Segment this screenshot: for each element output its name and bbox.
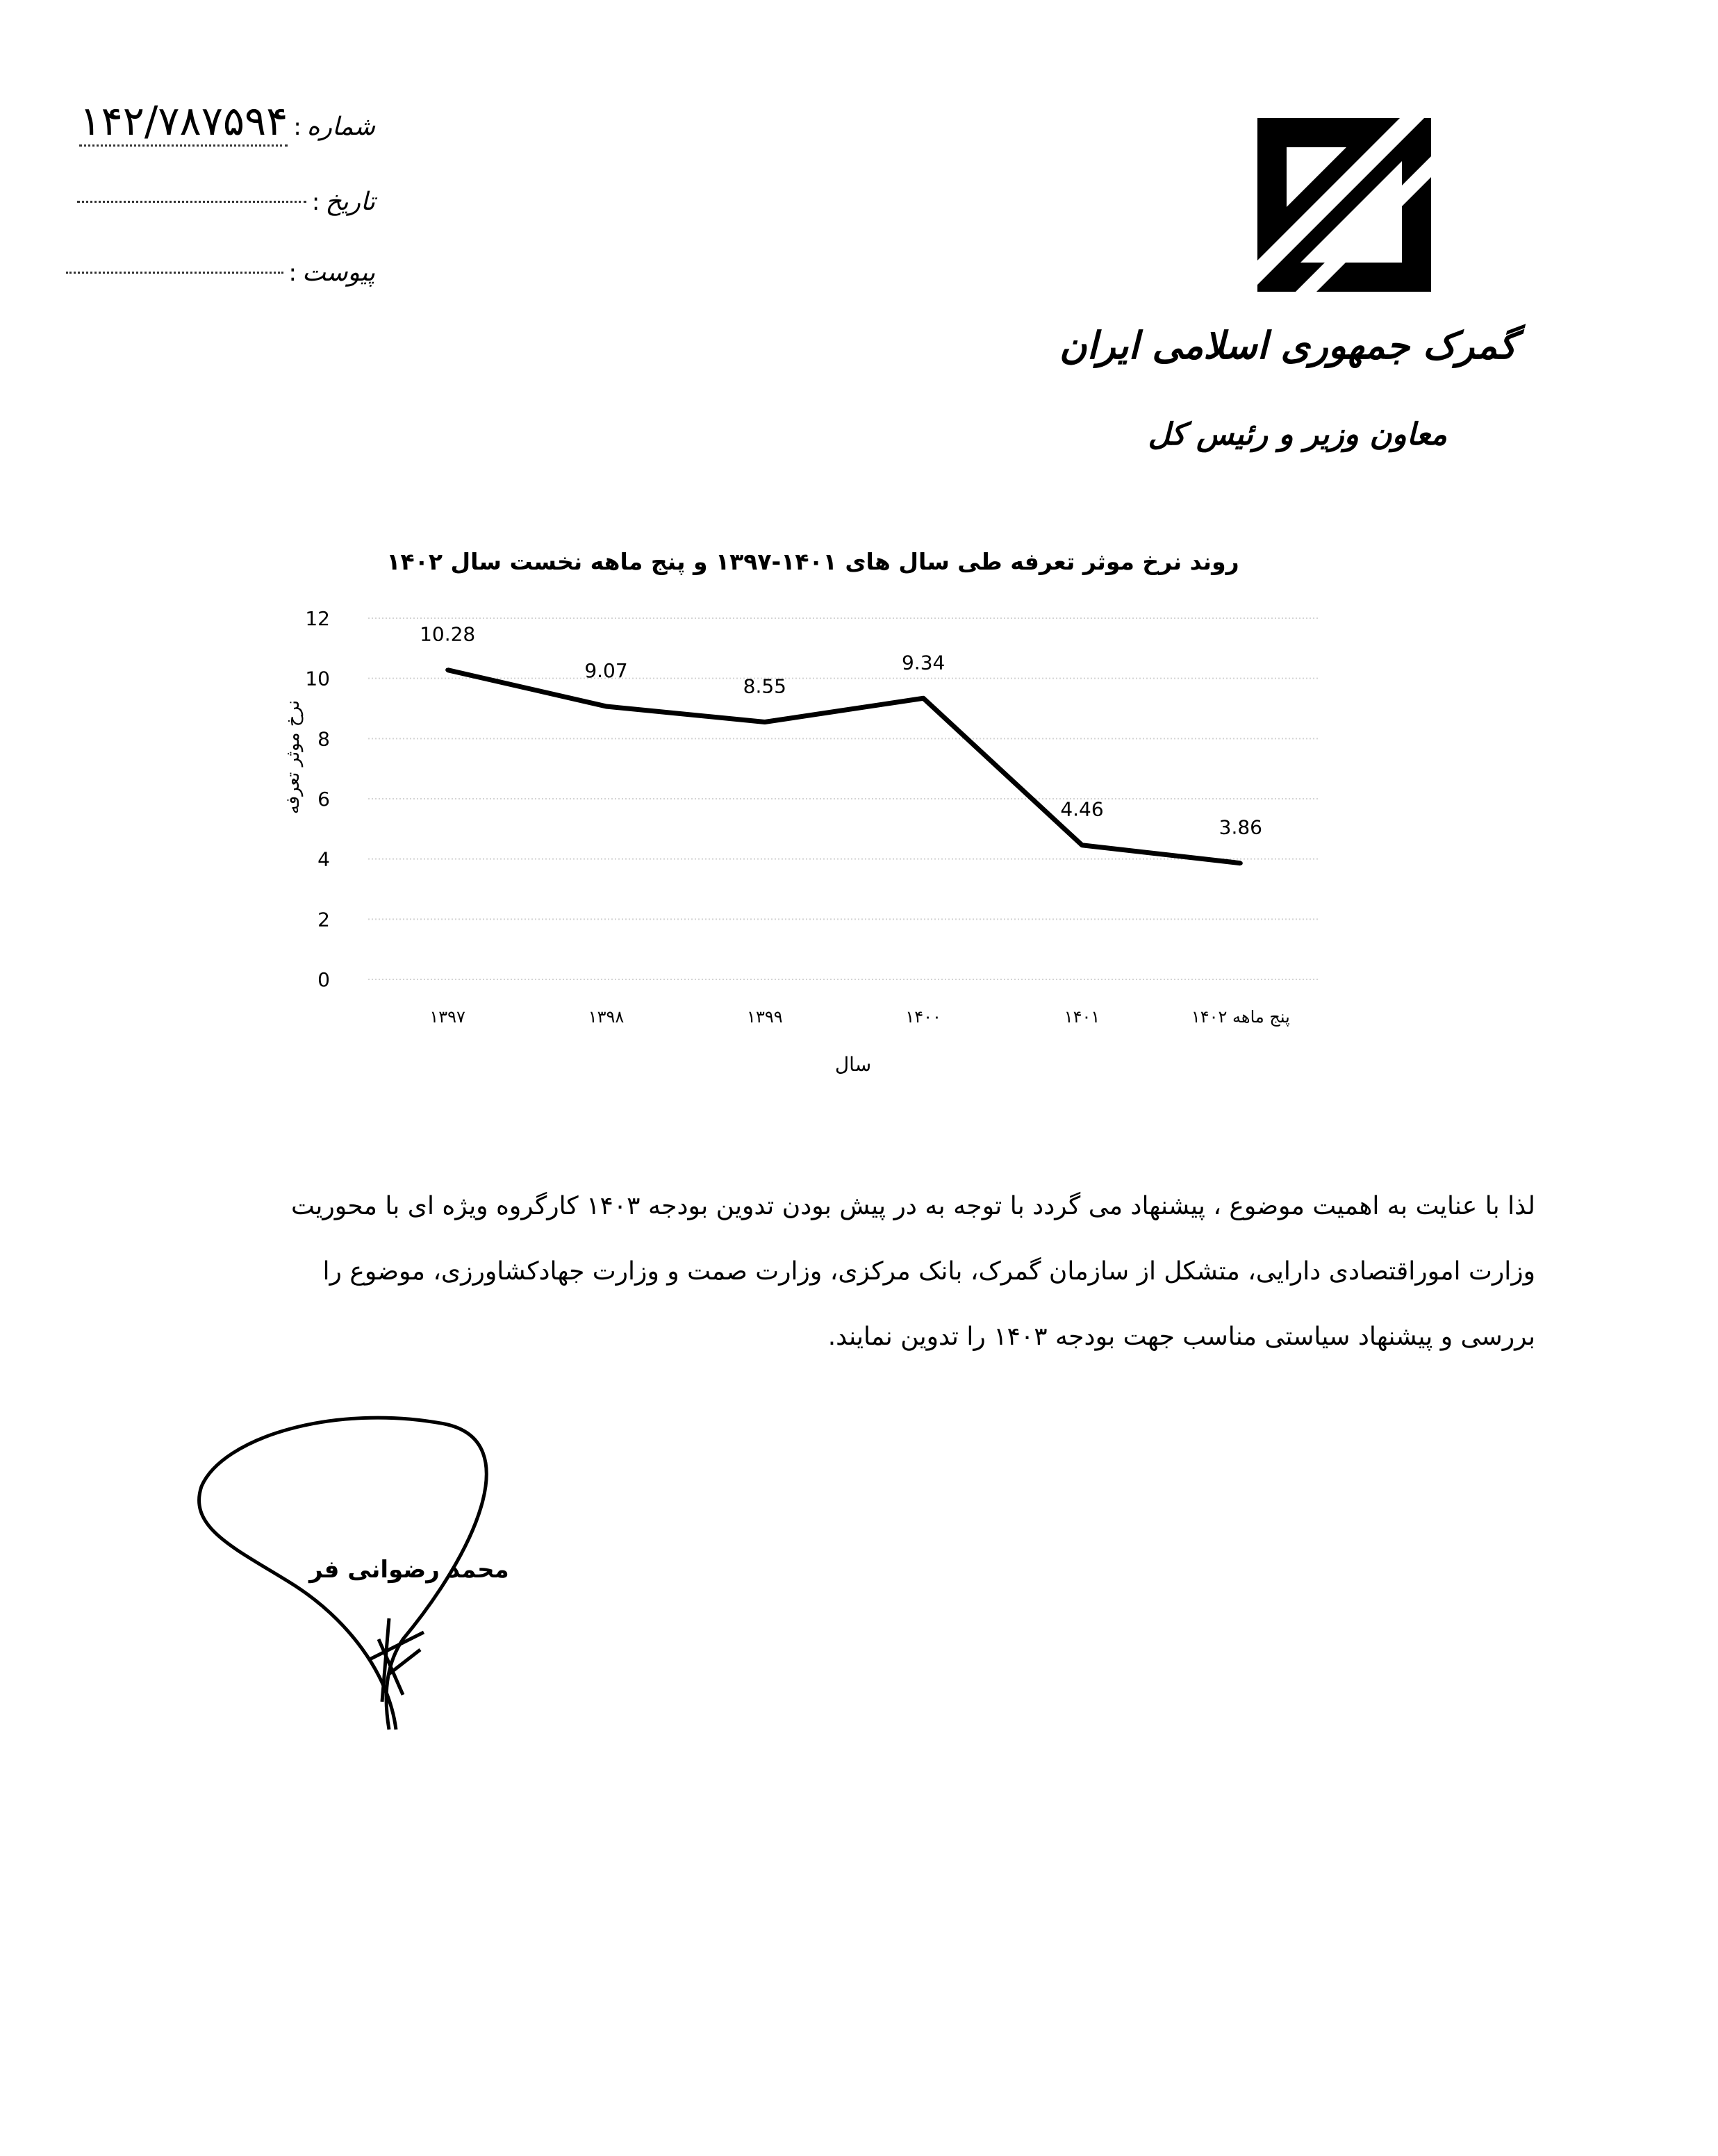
- chart-x-tick-label: ۱۴۰۱: [1064, 1007, 1100, 1027]
- chart-y-tick-label: 6: [317, 788, 330, 811]
- chart-y-tick-label: 8: [317, 727, 330, 751]
- letter-date-colon: :: [311, 188, 320, 216]
- tariff-rate-line-chart: [264, 528, 1334, 1104]
- chart-gridlines: [368, 618, 1320, 979]
- chart-y-tick-label: 4: [317, 847, 330, 871]
- chart-x-tick-label: ۱۴۰۰: [905, 1007, 941, 1027]
- chart-data-label: 10.28: [420, 622, 476, 646]
- customs-logo-icon: [1257, 118, 1431, 292]
- chart-x-axis: [429, 1007, 1289, 1027]
- letter-date-row: [66, 188, 375, 216]
- chart-x-tick-label: ۱۳۹۸: [588, 1007, 625, 1027]
- chart-data-point: [445, 668, 449, 672]
- letter-number-label: شماره: [306, 113, 375, 141]
- letter-attachment-label: پیوست: [302, 258, 375, 287]
- organization-subtitle: معاون وزیر و رئیس کل: [1148, 417, 1447, 452]
- letter-body-line: بررسی و پیشنهاد سیاستی مناسب جهت بودجه ۱۴۰۳ را تدوین نمایند.: [827, 1322, 1535, 1351]
- chart-data-label: 8.55: [743, 674, 787, 698]
- chart-data-point: [763, 720, 767, 724]
- chart-data-point: [921, 696, 925, 700]
- letter-body-line: وزارت اموراقتصادی دارایی، متشکل از سازمان گمرک، بانک مرکزی، وزارت صمت و وزارت جهادکشاورزی، موضوع را: [322, 1257, 1535, 1286]
- letter-number-row: [0, 97, 375, 147]
- chart-y-axis-label: نرخ موثر تعرفه: [283, 699, 304, 815]
- chart-y-tick-label: 2: [317, 908, 330, 931]
- letter-number-colon: :: [293, 113, 302, 141]
- chart-title: روند نرخ موثر تعرفه طی سال های ۱۴۰۱-۱۳۹۷ و پنج ماهه نخست سال ۱۴۰۲: [386, 548, 1239, 575]
- letter-date-blank: [77, 201, 306, 203]
- chart-x-tick-label: ۱۳۹۹: [747, 1007, 783, 1027]
- chart-y-axis: [305, 607, 330, 991]
- handwritten-signature: [181, 1410, 556, 1771]
- letter-date-label: تاریخ: [325, 188, 375, 216]
- chart-data-point: [604, 704, 609, 708]
- chart-data-point: [1080, 843, 1084, 847]
- chart-x-tick-label: ۱۳۹۷: [429, 1007, 465, 1027]
- chart-x-tick-label: پنج ماهه ۱۴۰۲: [1191, 1007, 1290, 1027]
- letter-number-value: ۱۴۲/۷۸۷۵۹۴: [79, 97, 288, 147]
- chart-data-label: 9.07: [584, 658, 628, 682]
- chart-data-point: [1239, 861, 1243, 865]
- chart-y-tick-label: 12: [305, 607, 330, 630]
- letter-body-line: لذا با عنایت به اهمیت موضوع ، پیشنهاد می گردد با توجه به در پیش بودن تدوین بودجه ۱۴۰۳ کارگروه ویژه ای با محوریت: [291, 1192, 1535, 1220]
- chart-data-label: 9.34: [901, 651, 945, 674]
- letter-body: [76, 1174, 1535, 1370]
- chart-data-labels: [420, 623, 1262, 839]
- letter-attachment-blank: [66, 272, 283, 274]
- chart-x-axis-label: سال: [834, 1053, 872, 1076]
- chart-series-line: [447, 670, 1241, 863]
- organization-name: گمرک جمهوری اسلامی ایران: [1059, 323, 1517, 367]
- chart-data-label: 3.86: [1219, 815, 1263, 839]
- chart-data-label: 4.46: [1060, 797, 1104, 821]
- chart-y-tick-label: 0: [317, 968, 330, 991]
- chart-y-tick-label: 10: [305, 667, 330, 690]
- chart-series: [445, 668, 1243, 865]
- signer-name: محمد رضوانی فر: [309, 1556, 509, 1584]
- letter-attachment-row: [66, 258, 375, 287]
- letter-attachment-colon: :: [288, 259, 297, 287]
